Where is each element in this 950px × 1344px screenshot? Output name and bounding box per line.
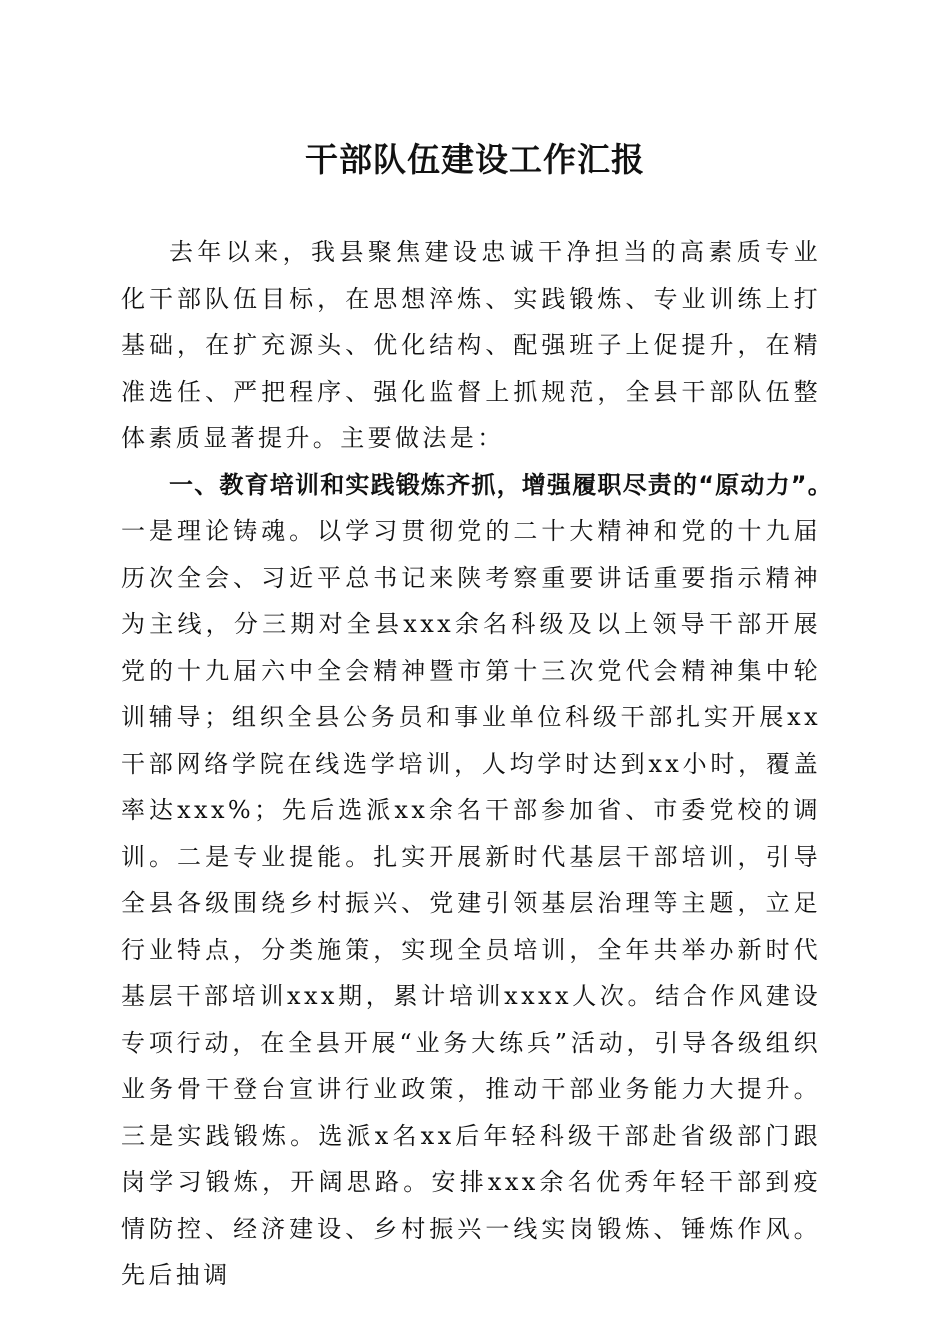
section-paragraph	[121, 462, 833, 1299]
document-body	[121, 229, 833, 1299]
document-title: 干部队伍建设工作汇报	[305, 140, 645, 179]
section-body-text: 一是理论铸魂。以学习贯彻党的二十大精神和党的十九届历次全会、习近平总书记来陕考察重要讲话重要指示精神为主线，分三期对全县xxx余名科级及以上领导干部开展党的十九届六中全会精神暨市第十三次党代会精神集中轮训辅导；组织全县公务员和事业单位科级干部扎实开展xx干部网络学院在线选学培训，人均学时达到xx小时，覆盖率达xxx%；先后选派xx余名干部参加省、市委党校的调训。二是专业提能。扎实开展新时代基层干部培训，引导全县各级围绕乡村振兴、党建引领基层治理等主题，立足行业特点，分类施策，实现全员培训，全年共举办新时代基层干部培训xxx期，累计培训xxxx人次。结合作风建设专项行动，在全县开展“业务大练兵”活动，引导各级组织业务骨干登台宣讲行业政策，推动干部业务能力大提升。三是实践锻炼。选派x名xx后年轻科级干部赴省级部门跟岗学习锻炼，开阔思路。安排xxx余名优秀年轻干部到疫情防控、经济建设、乡村振兴一线实岗锻炼、锤炼作风。先后抽调	[121, 517, 821, 1289]
section-heading: 一、教育培训和实践锻炼齐抓，增强履职尽责的“原动力”。	[169, 470, 833, 499]
intro-paragraph: 去年以来，我县聚焦建设忠诚干净担当的高素质专业化干部队伍目标，在思想淬炼、实践锻炼、专业训练上打基础，在扩充源头、优化结构、配强班子上促提升，在精准选任、严把程序、强化监督上抓规范，全县干部队伍整体素质显著提升。主要做法是：	[121, 238, 821, 452]
